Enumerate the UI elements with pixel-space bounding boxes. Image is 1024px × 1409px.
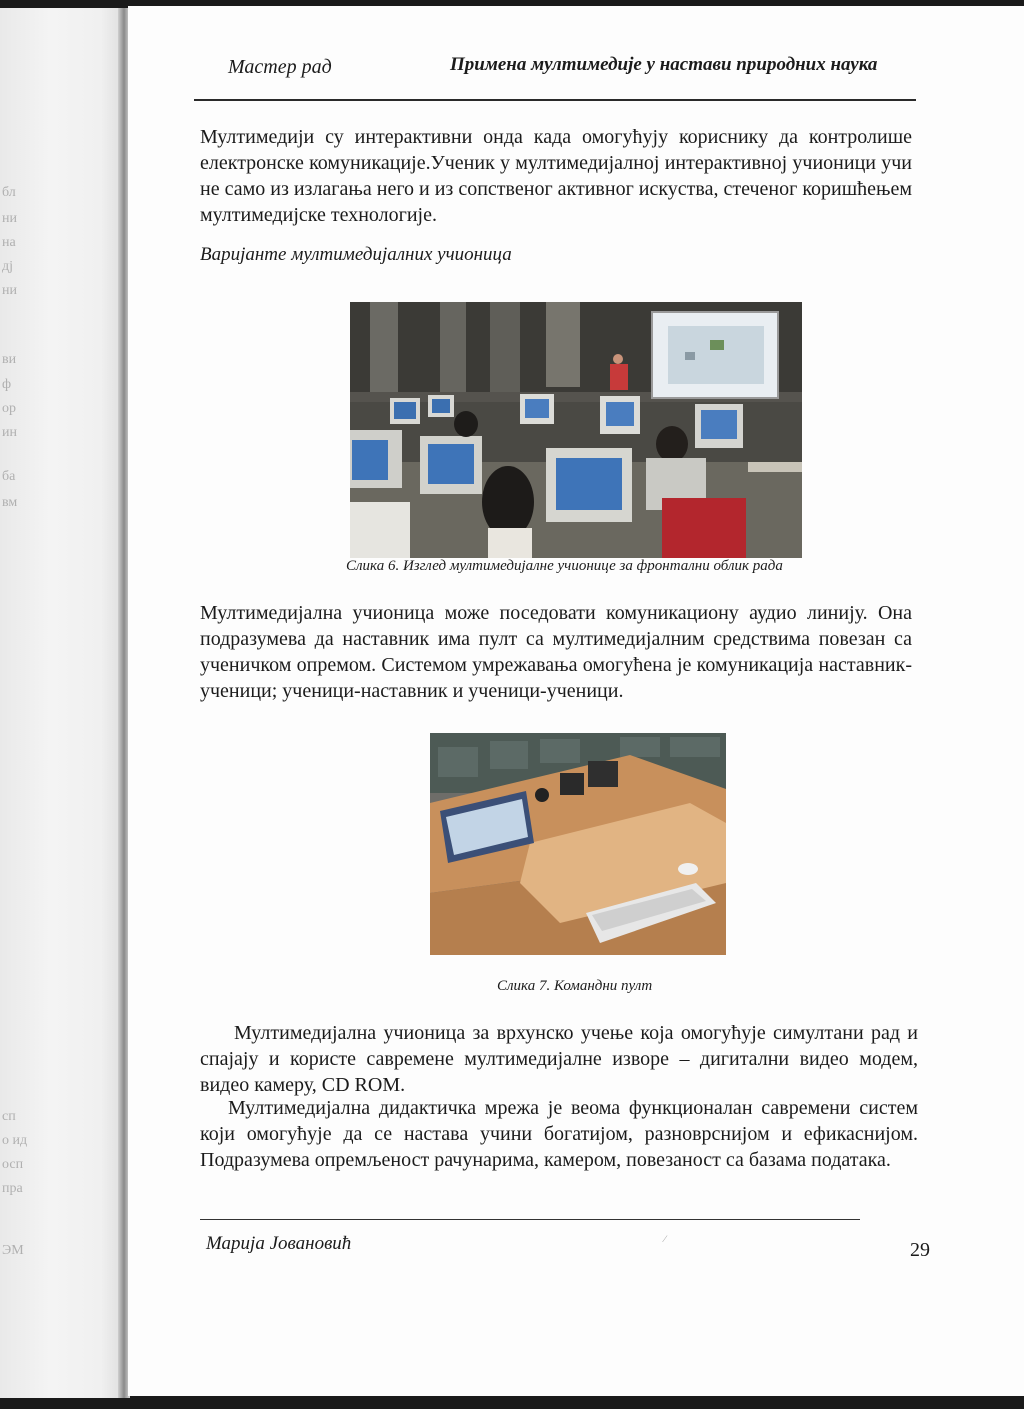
control-desk-illustration bbox=[430, 733, 726, 955]
running-header-left: Мастер рад bbox=[228, 56, 332, 78]
left-page-fragment: ин bbox=[2, 425, 17, 440]
figure-control-desk-photo bbox=[430, 733, 726, 955]
left-page-fragment: ви bbox=[2, 352, 17, 367]
paragraph-intro: Мултимедији су интерактивни онда када омогућују кориснику да контролише електронске комуникације.Ученик у мултимедијалној интерактивној учионици учи не само из излагања него и из сопственог активног искуства, стеченог коришћењем мултимедијске технологије. bbox=[200, 126, 912, 226]
paragraph-audio-line: Мултимедијална учионица може поседовати комуникациону аудио линију. Она подразумева да наставник има пулт са мултимедијалним средствима повезан са ученичком опремом. Системом умрежавања омогућена је комуникација наставник-ученици; ученици-наставник и ученици-ученици. bbox=[200, 602, 912, 702]
left-page-fragment: ор bbox=[2, 401, 16, 416]
page bbox=[128, 6, 1024, 1396]
left-page-fragment: ни bbox=[2, 283, 17, 298]
left-page-fragment: о ид bbox=[2, 1133, 28, 1148]
left-page-fragment: пра bbox=[2, 1181, 23, 1196]
footer-author: Марија Јовановић bbox=[206, 1233, 352, 1254]
left-page-fragment: вм bbox=[2, 495, 18, 510]
header-rule bbox=[194, 99, 916, 101]
left-page-fragment: дј bbox=[2, 259, 14, 274]
running-header-right: Примена мултимедије у настави природних наука bbox=[450, 54, 878, 75]
left-page-fragment: сп bbox=[2, 1109, 16, 1124]
left-page-fragment: бл bbox=[2, 185, 16, 200]
paragraph-didactic-network: Мултимедијална дидактичка мрежа је веома функционалан савремени систем који омогућује да се настава учини богатијом, разноврснијом и ефикаснијом. Подразумева опремљеност рачунарима, камером, повезаност са базама података. bbox=[200, 1097, 918, 1171]
figure6-caption: Слика 6. Изглед мултимедијалне учионице за фронтални облик рада bbox=[346, 558, 783, 574]
classroom-illustration bbox=[350, 302, 802, 558]
figure7-caption: Слика 7. Командни пулт bbox=[497, 978, 653, 994]
section-subheading: Варијанте мултимедијалних учионица bbox=[200, 244, 512, 265]
left-page-fragment: ф bbox=[2, 377, 12, 392]
footer-rule bbox=[200, 1219, 860, 1220]
paragraph-advanced-classroom: Мултимедијална учионица за врхунско учење која омогућује симултани рад и спајају и користе савремене мултимедијалне изворе – дигитални видео модем, видео камеру, CD ROM. bbox=[200, 1022, 918, 1096]
scan-mark: ∕ bbox=[664, 1234, 666, 1245]
left-page-fragment: осп bbox=[2, 1157, 24, 1172]
left-page-edge bbox=[0, 8, 126, 1398]
page-number: 29 bbox=[910, 1239, 930, 1261]
left-page-fragment: ЭМ bbox=[2, 1243, 24, 1258]
figure-classroom-photo bbox=[350, 302, 802, 558]
left-page-fragment: ба bbox=[2, 469, 16, 484]
left-page-fragment: на bbox=[2, 235, 16, 250]
left-page-fragment: ни bbox=[2, 211, 17, 226]
